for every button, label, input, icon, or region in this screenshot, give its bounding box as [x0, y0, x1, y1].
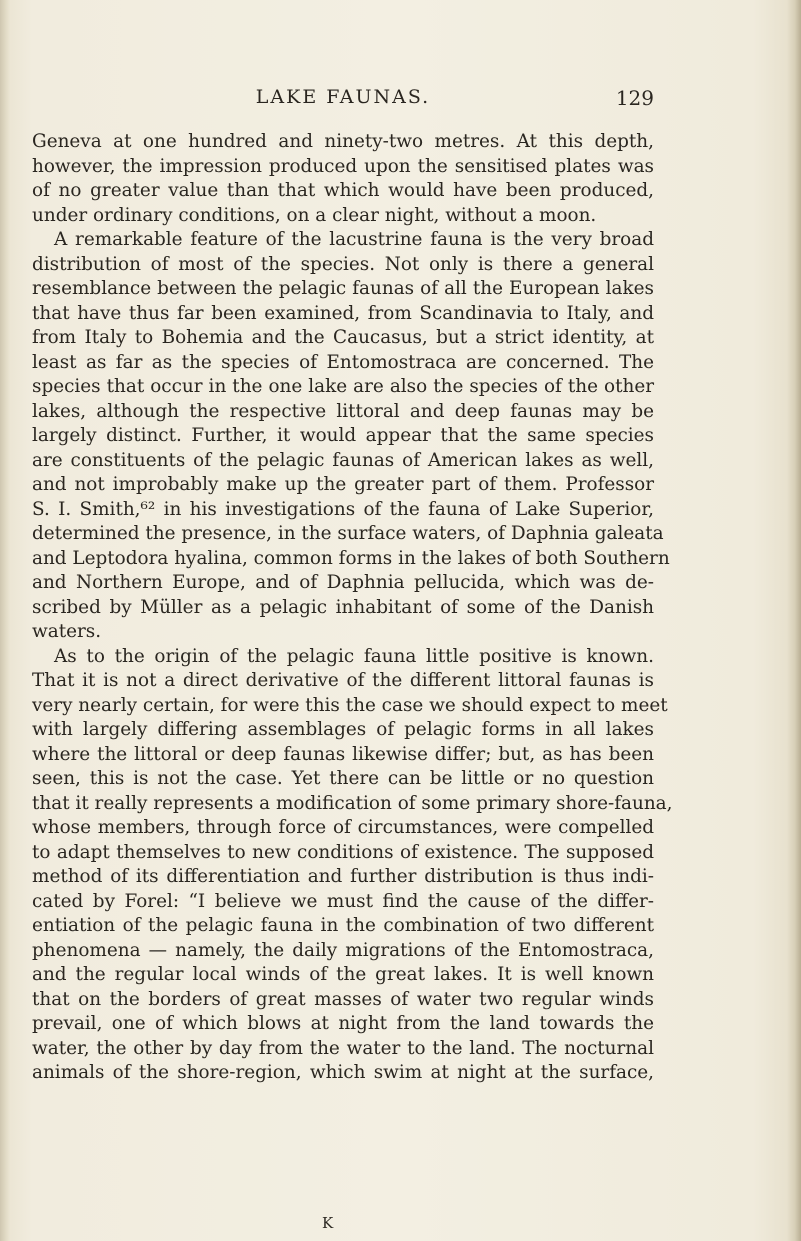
text-line: waters. [32, 621, 102, 642]
text-line: scribed by Müller as a pelagic inhabitant of some of the Danish [32, 596, 654, 618]
text-line: determined the presence, in the surface waters, of Daphnia galeata [32, 523, 664, 544]
text-line: under ordinary conditions, on a clear night, without a moon. [32, 204, 597, 226]
text-line: entiation of the pelagic fauna in the combination of two different [32, 915, 654, 936]
text-line: largely distinct. Further, it would appear that the same species [32, 425, 654, 446]
text-line: species that occur in the one lake are also the species of the other [32, 376, 654, 397]
text-line: distribution of most of the species. Not only is there a general [32, 253, 654, 275]
page-right-edge [787, 0, 801, 1241]
text-line: Geneva at one hundred and ninety-two metres. At this depth, [32, 131, 654, 152]
text-line: animals of the shore-region, which swim at night at the surface, [32, 1062, 654, 1083]
text-line: and Leptodora hyalina, common forms in the lakes of both Southern [32, 547, 670, 569]
page-number: 129 [615, 86, 654, 110]
text-line: S. I. Smith,⁶² in his investigations of the fauna of Lake Superior, [32, 498, 654, 520]
text-line: As to the origin of the pelagic fauna little positive is known. [54, 645, 654, 667]
text-line: that it really represents a modification of some primary shore-fauna, [32, 792, 673, 814]
text-line: with largely differing assemblages of pelagic forms in all lakes [32, 719, 654, 740]
text-line: least as far as the species of Entomostraca are concerned. The [32, 351, 654, 373]
text-line: where the littoral or deep faunas likewise differ; but, as has been [32, 743, 654, 765]
body-text [32, 130, 673, 1086]
text-line: A remarkable feature of the lacustrine fauna is the very broad [54, 229, 654, 250]
text-line: That it is not a direct derivative of the different littoral faunas is [32, 670, 654, 691]
page-header [32, 86, 654, 114]
text-line: seen, this is not the case. Yet there can be little or no question [32, 768, 654, 789]
running-head: LAKE FAUNAS. [255, 86, 431, 108]
text-line: lakes, although the respective littoral and deep faunas may be [32, 400, 654, 422]
text-line: however, the impression produced upon the sensitised plates was [32, 155, 654, 177]
text-line: cated by Forel: “I believe we must find the cause of the differ- [32, 890, 654, 912]
text-line: very nearly certain, for were this the case we should expect to meet [32, 694, 668, 716]
text-line: that on the borders of great masses of water two regular winds [32, 988, 654, 1010]
text-line: phenomena — namely, the daily migrations of the Entomostraca, [32, 939, 654, 961]
text-line: and not improbably make up the greater part of them. Professor [32, 474, 654, 495]
text-line: water, the other by day from the water to the land. The nocturnal [32, 1037, 654, 1059]
signature-mark: K [322, 1214, 334, 1232]
text-line: method of its differentiation and further distribution is thus indi- [32, 866, 654, 887]
text-line: prevail, one of which blows at night from the land towards the [32, 1013, 654, 1034]
text-line: and the regular local winds of the great lakes. It is well known [32, 964, 654, 985]
text-line: to adapt themselves to new conditions of existence. The supposed [32, 841, 654, 863]
text-line: from Italy to Bohemia and the Caucasus, but a strict identity, at [32, 327, 654, 348]
text-line: of no greater value than that which would have been produced, [32, 180, 654, 201]
text-line: whose members, through force of circumstances, were compelled [32, 817, 654, 838]
text-line: resemblance between the pelagic faunas of all the European lakes [32, 278, 654, 299]
text-line: that have thus far been examined, from Scandinavia to Italy, and [32, 302, 654, 324]
page-left-edge [0, 0, 10, 1241]
text-line: are constituents of the pelagic faunas of American lakes as well, [32, 449, 654, 471]
text-line: and Northern Europe, and of Daphnia pellucida, which was de- [32, 572, 654, 593]
